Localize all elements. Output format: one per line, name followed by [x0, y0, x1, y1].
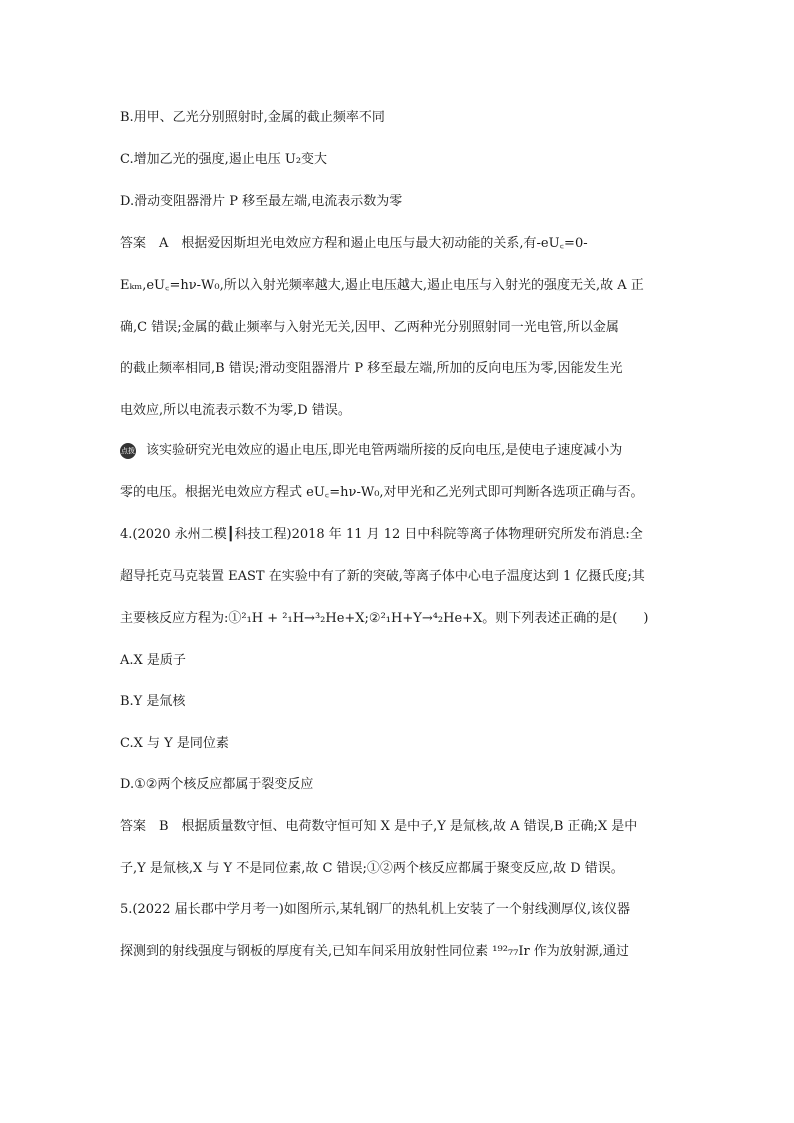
q4-answer-line-2: 子,Y 是氚核,X 与 Y 不是同位素,故 C 错误;①②两个核反应都属于聚变反应,故 D 错误。	[120, 861, 624, 876]
answer-line-3: 确,C 错误;金属的截止频率与入射光无关,因甲、乙两种光分别照射同一光电管,所以金属	[120, 320, 619, 335]
option-b: B.用甲、乙光分别照射时,金属的截止频率不同	[120, 110, 385, 125]
answer-line-4: 的截止频率相同,B 错误;滑动变阻器滑片 P 移至最左端,所加的反向电压为零,因能发生光	[120, 361, 623, 376]
question-4-line-1: 4.(2020 永州二模┃科技工程)2018 年 11 月 12 日中科院等离子体物理研究所发布消息:全	[120, 527, 643, 542]
q4-option-d: D.①②两个核反应都属于裂变反应	[120, 777, 314, 792]
q4-option-c: C.X 与 Y 是同位素	[120, 736, 229, 751]
question-5-line-2: 探测到的射线强度与钢板的厚度有关,已知车间采用放射性同位素 ¹⁹²₇₇Ir 作为放射源,通过	[120, 944, 629, 959]
answer-line-5: 电效应,所以电流表示数不为零,D 错误。	[120, 403, 351, 418]
answer-line-1: 答案 A 根据爱因斯坦光电效应方程和遏止电压与最大初动能的关系,有-eU꜀=0-	[120, 236, 588, 251]
question-4-line-3: 主要核反应方程为:①²₁H + ²₁H→³₂He+X;②²₁H+Y→⁴₂He+X。则下列表述正确的是( )	[120, 611, 649, 626]
q4-option-b: B.Y 是氚核	[120, 694, 186, 709]
question-4-line-2: 超导托克马克装置 EAST 在实验中有了新的突破,等离子体中心电子温度达到 1 亿摄氏度;其	[120, 569, 645, 584]
option-d: D.滑动变阻器滑片 P 移至最左端,电流表示数为零	[120, 194, 403, 209]
tip-icon: 点拨	[120, 443, 136, 459]
option-c: C.增加乙光的强度,遏止电压 U₂变大	[120, 152, 328, 167]
answer-line-2: Eₖₘ,eU꜀=hν-W₀,所以入射光频率越大,遏止电压越大,遏止电压与入射光的强度无关,故 A 正	[120, 278, 644, 293]
tip-line-2: 零的电压。根据光电效应方程式 eU꜀=hν-W₀,对甲光和乙光列式即可判断各选项正确与否。	[120, 485, 644, 500]
q4-option-a: A.X 是质子	[120, 653, 186, 668]
tip-line-1	[120, 441, 622, 461]
tip-text-1: 该实验研究光电效应的遏止电压,即光电管两端所接的反向电压,是使电子速度减小为	[146, 443, 623, 458]
question-5-line-1: 5.(2022 届长郡中学月考一)如图所示,某轧钢厂的热轧机上安装了一个射线测厚仪,该仪器	[120, 902, 631, 917]
q4-answer-line-1: 答案 B 根据质量数守恒、电荷数守恒可知 X 是中子,Y 是氚核,故 A 错误,B 正确;X 是中	[120, 819, 638, 834]
